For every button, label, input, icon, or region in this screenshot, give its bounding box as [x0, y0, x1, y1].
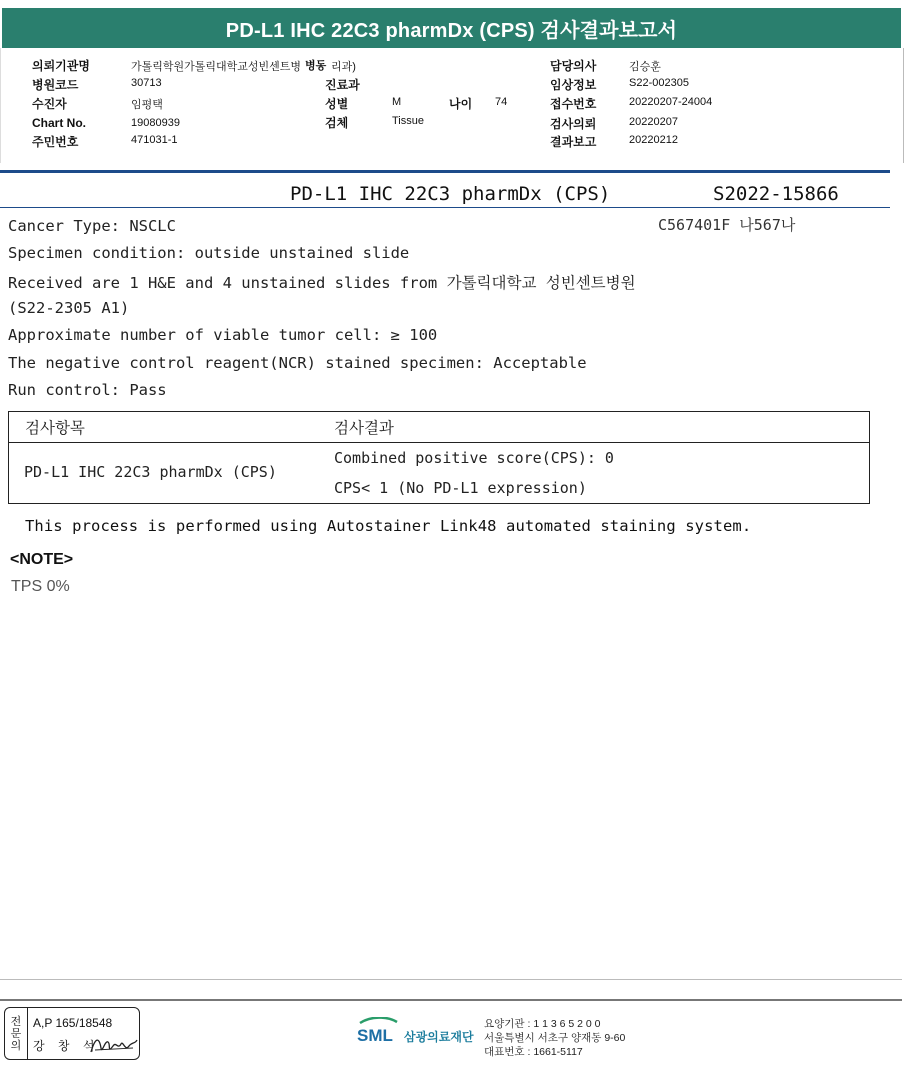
- receipt-value: 20220207-24004: [629, 96, 713, 108]
- sex-value: M: [392, 96, 402, 108]
- title-underline: [0, 207, 890, 208]
- institution-value: 가톨릭학원가톨릭대학교성빈센트병: [131, 61, 302, 73]
- chart-value: 19080939: [131, 117, 180, 129]
- specimen-value: Tissue: [392, 115, 424, 127]
- resident-value: 471031-1: [131, 134, 178, 146]
- hospital-code-value: 30713: [131, 77, 162, 89]
- col-header-result: 검사결과: [334, 419, 394, 437]
- tumor-cell-line: Approximate number of viable tumor cell: ≥ 100: [8, 326, 438, 344]
- section-divider: [0, 170, 890, 173]
- sml-logo-icon: [357, 1017, 399, 1043]
- department-label: 진료과: [325, 78, 360, 92]
- stamp-pathologist-name: 강 창 석: [33, 1039, 100, 1053]
- sex-label: 성별: [325, 97, 349, 111]
- stamp-side-char: 전: [10, 1015, 22, 1028]
- test-number: S2022-15866: [713, 183, 839, 205]
- patient-label: 수진자: [32, 97, 67, 111]
- note-body: TPS 0%: [11, 578, 70, 595]
- clinical-value: S22-002305: [629, 77, 689, 89]
- resident-label: 주민번호: [32, 135, 79, 149]
- run-control-line: Run control: Pass: [8, 381, 167, 399]
- logo-mark-text: SML: [357, 1026, 393, 1043]
- institution-label: 의뢰기관명: [32, 59, 90, 73]
- received-slides-line: Received are 1 H&E and 4 unstained slides from 가톨릭대학교 성빈센트병원: [8, 274, 636, 292]
- specimen-condition-line: Specimen condition: outside unstained slide: [8, 244, 410, 262]
- cps-interpretation-cell: CPS< 1 (No PD-L1 expression): [334, 479, 587, 497]
- note-heading: <NOTE>: [10, 551, 74, 568]
- phone-number: 대표번호 : 1661-5117: [484, 1046, 583, 1058]
- stamp-license-number: A,P 165/18548: [33, 1016, 113, 1030]
- doctor-value: 김승훈: [629, 61, 661, 73]
- test-item-cell: PD-L1 IHC 22C3 pharmDx (CPS): [24, 463, 277, 481]
- stamp-side-label: [5, 1008, 28, 1059]
- age-value: 74: [495, 96, 508, 108]
- address: 서울특별시 서초구 양재동 9-60: [484, 1032, 626, 1044]
- age-label: 나이: [449, 97, 473, 111]
- hospital-code-label: 병원코드: [32, 78, 79, 92]
- table-header-divider: [9, 442, 869, 443]
- footer-divider-bold: [0, 999, 902, 1001]
- report-title: PD-L1 IHC 22C3 pharmDx (CPS) 검사결과보고서: [2, 8, 901, 48]
- signature-icon: [89, 1032, 139, 1058]
- clinical-label: 임상정보: [550, 78, 597, 92]
- request-value: 20220207: [629, 116, 678, 128]
- footer-divider: [0, 979, 902, 980]
- slide-reference-line: (S22-2305 A1): [8, 299, 130, 317]
- ward-value: 리과): [331, 61, 356, 73]
- result-date-value: 20220212: [629, 134, 678, 146]
- block-id: C567401F 나567나: [658, 216, 796, 234]
- stamp-side-char: 의: [10, 1039, 22, 1052]
- result-date-label: 결과보고: [550, 135, 597, 149]
- ward-label: 병동: [305, 60, 327, 72]
- chart-label: Chart No.: [32, 116, 86, 130]
- stamp-side-char: 문: [10, 1027, 22, 1040]
- pathologist-stamp: [4, 1007, 140, 1060]
- specimen-label: 검체: [325, 116, 349, 130]
- process-note: This process is performed using Autostainer Link48 automated staining system.: [25, 517, 752, 535]
- logo-text: 삼광의료재단: [404, 1030, 474, 1044]
- col-header-item: 검사항목: [25, 419, 85, 437]
- request-label: 검사의뢰: [550, 117, 597, 131]
- patient-value: 임평택: [131, 99, 163, 111]
- cancer-type-line: Cancer Type: NSCLC: [8, 217, 176, 235]
- result-table: [8, 411, 870, 504]
- cps-score-cell: Combined positive score(CPS): 0: [334, 449, 614, 467]
- receipt-label: 접수번호: [550, 97, 597, 111]
- doctor-label: 담당의사: [550, 59, 597, 73]
- institution-number: 요양기관 : 1 1 3 6 5 2 0 0: [484, 1018, 601, 1030]
- ncr-line: The negative control reagent(NCR) stained specimen: Acceptable: [8, 354, 587, 372]
- test-title: PD-L1 IHC 22C3 pharmDx (CPS): [290, 183, 611, 205]
